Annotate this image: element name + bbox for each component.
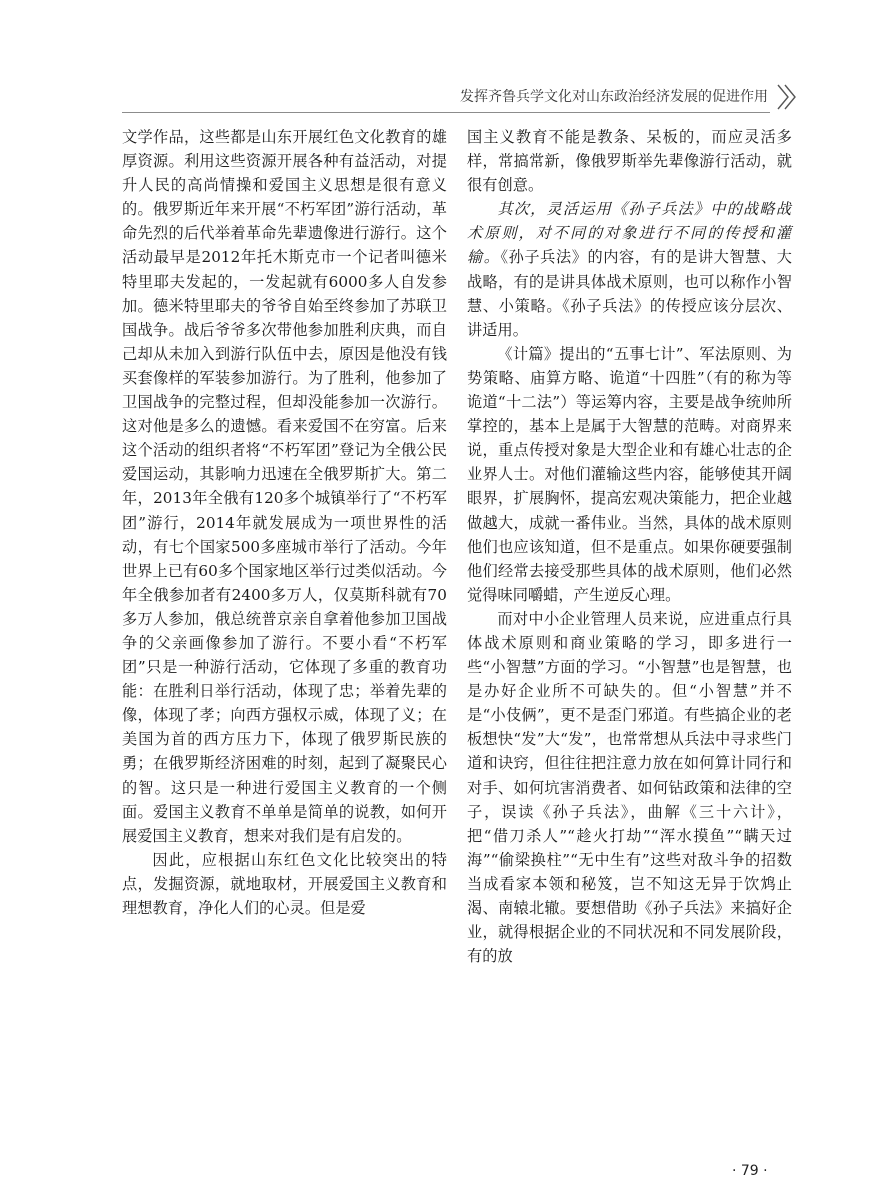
running-header [122, 84, 800, 116]
paragraph: 国主义教育不能是教条、呆板的，而应灵活多样，常搞常新，像俄罗斯举先辈像游行活动，就很有创意。 [467, 128, 792, 195]
paragraph: 因此，应根据山东红色文化比较突出的特点，发掘资源，就地取材，开展爱国主义教育和理想教育，净化人们的心灵。但是爱 [122, 850, 447, 917]
running-header-title: 发挥齐鲁兵学文化对山东政治经济发展的促进作用 [460, 89, 768, 105]
paragraph: 《计篇》提出的“五事七计”、军法原则、为势策略、庙算方略、诡道“十四胜”（有的称为等诡道“十二法”）等运筹内容，主要是战争统帅所掌控的，基本上是属于大智慧的范畴。对商界来说，重点传授对象是大型企业和有雄心壮志的企业界人士。对他们灌输这些内容，能够使其开阔眼界，扩展胸怀，提高宏观决策能力，把企业越做越大，成就一番伟业。当然，具体的战术原则他们也应该知道，但不是重点。如果你硬要强制他们经常去接受那些具体的战术原则，他们必然觉得味同嚼蜡，产生逆反心理。 [467, 344, 792, 604]
paragraph [467, 197, 792, 342]
right-column [467, 125, 792, 968]
page-number: · 79 · [732, 1163, 768, 1179]
double-chevron-right-icon [774, 82, 800, 112]
header-divider [122, 112, 770, 113]
left-column [122, 125, 447, 920]
paragraph-body: 《孙子兵法》的内容，有的是讲大智慧、大战略，有的是讲具体战术原则，也可以称作小智慧、小策略。《孙子兵法》的传授应该分层次、讲适用。 [467, 248, 792, 339]
paragraph: 文学作品，这些都是山东开展红色文化教育的雄厚资源。利用这些资源开展各种有益活动，对提升人民的高尚情操和爱国主义思想是很有意义的。俄罗斯近年来开展“不朽军团”游行活动，革命先烈的后代举着革命先辈遗像进行游行。这个活动最早是2012年托木斯克市一个记者叫德米特里耶夫发起的，一发起就有6000多人自发参加。德米特里耶夫的爷爷自始至终参加了苏联卫国战争。战后爷爷多次带他参加胜利庆典，而自己却从未加入到游行队伍中去，原因是他没有钱买套像样的军装参加游行。为了胜利，他参加了卫国战争的完整过程，但却没能参加一次游行。这对他是多么的遗憾。看来爱国不在穷富。后来这个活动的组织者将“不朽军团”登记为全俄公民爱国运动，其影响力迅速在全俄罗斯扩大。第二年，2013年全俄有120多个城镇举行了“不朽军团”游行，2014年就发展成为一项世界性的活动，有七个国家500多座城市举行了活动。今年世界上已有60多个国家地区举行过类似活动。今年全俄参加者有2400多万人，仅莫斯科就有70多万人参加，俄总统普京亲自拿着他参加卫国战争的父亲画像参加了游行。不要小看“不朽军团”只是一种游行活动，它体现了多重的教育功能：在胜利日举行活动，体现了忠；举着先辈的像，体现了孝；向西方强权示威，体现了义；在美国为首的西方压力下，体现了俄罗斯民族的勇；在俄罗斯经济困难的时刻，起到了凝聚民心的智。这只是一种进行爱国主义教育的一个侧面。爱国主义教育不单单是简单的说教，如何开展爱国主义教育，想来对我们是有启发的。 [122, 128, 447, 845]
section-lead-in: 其次，灵活运用《孙子兵法》中的战略战术原则，对不同的对象进行不同的传授和灌输。 [467, 200, 792, 267]
paragraph: 而对中小企业管理人员来说，应进重点行具体战术原则和商业策略的学习，即多进行一些“小智慧”方面的学习。“小智慧”也是智慧，也是办好企业所不可缺失的。但“小智慧”并不是“小伎俩”，更不是歪门邪道。有些搞企业的老板想快“发”大“发”，也常常想从兵法中寻求些门道和诀窍，但往往把注意力放在如何算计同行和对手、如何坑害消费者、如何钻政策和法律的空子，误读《孙子兵法》，曲解《三十六计》，把“借刀杀人”“趁火打劫”“浑水摸鱼”“瞒天过海”“偷梁换柱”“无中生有”这些对敌斗争的招数当成看家本领和秘笈，岂不知这无异于饮鸩止渴、南辕北辙。要想借助《孙子兵法》来搞好企业，就得根据企业的不同状况和不同发展阶段，有的放 [467, 609, 792, 966]
